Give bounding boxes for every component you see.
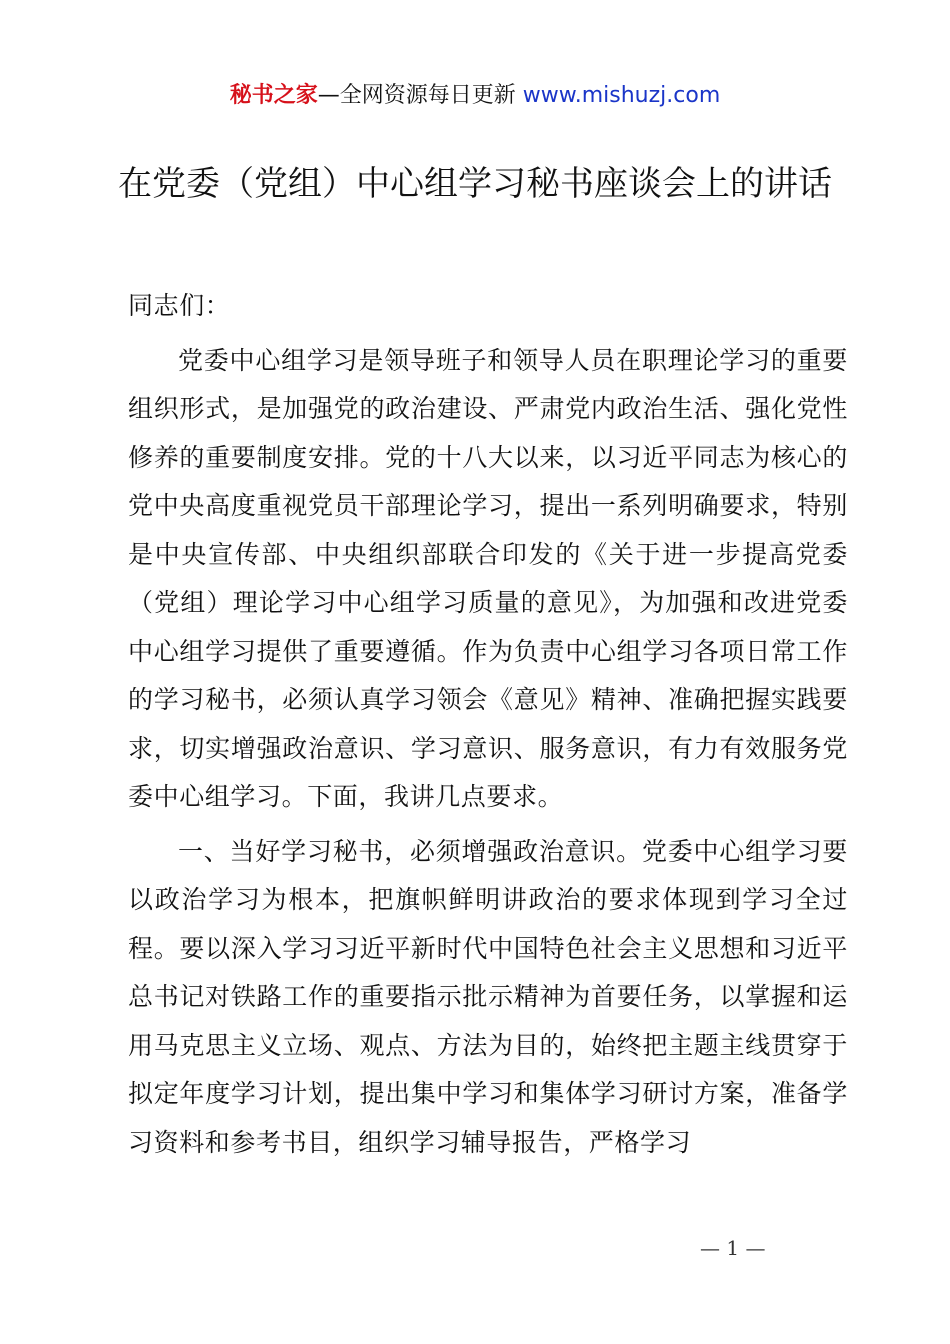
banner-url-link[interactable]: www.mishuzj.com (522, 83, 721, 108)
document-title: 在党委（党组）中心组学习秘书座谈会上的讲话 (118, 164, 832, 204)
banner-brand: 秘书之家 (229, 83, 318, 108)
page-number: — 1 — (700, 1236, 766, 1260)
site-banner (0, 80, 950, 112)
banner-tagline: —全网资源每日更新 (317, 83, 523, 108)
salutation: 同志们： (128, 291, 231, 320)
paragraph-section-one: 一、当好学习秘书，必须增强政治意识。党委中心组学习要以政治学习为根本，把旗帜鲜明讲政治的要求体现到学习全过程。要以深入学习习近平新时代中国特色社会主义思想和习近平总书记对铁路工作的重要指示批示精神为首要任务，以掌握和运用马克思主义立场、观点、方法为目的，始终把主题主线贯穿于拟定年度学习计划，提出集中学习和集体学习研讨方案，准备学习资料和参考书目，组织学习辅导报告，严格学习 (128, 836, 848, 1157)
document-body (128, 282, 848, 1167)
paragraph-intro: 党委中心组学习是领导班子和领导人员在职理论学习的重要组织形式，是加强党的政治建设、严肃党内政治生活、强化党性修养的重要制度安排。党的十八大以来，以习近平同志为核心的党中央高度重视党员干部理论学习，提出一系列明确要求，特别是中央宣传部、中央组织部联合印发的《关于进一步提高党委（党组）理论学习中心组学习质量的意见》，为加强和改进党委中心组学习提供了重要遵循。作为负责中心组学习各项日常工作的学习秘书，必须认真学习领会《意见》精神、准确把握实践要求，切实增强政治意识、学习意识、服务意识，有力有效服务党委中心组学习。下面，我讲几点要求。 (128, 345, 848, 811)
